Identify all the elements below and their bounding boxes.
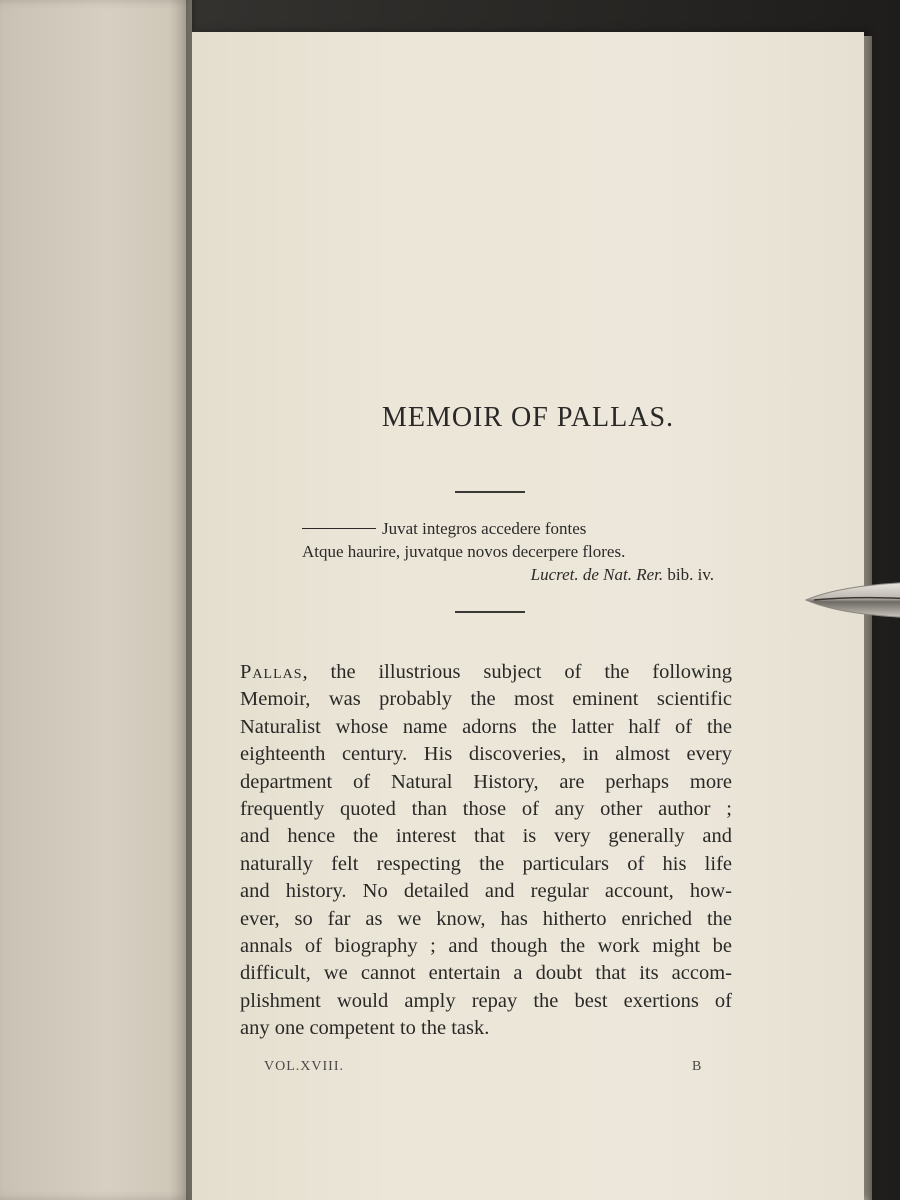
epigraph-rule-bottom <box>455 611 525 613</box>
paragraph-line-6: frequently quoted than those of any other author ; <box>240 797 732 820</box>
paragraph-line-9: and history. No detailed and regular account, how- <box>240 880 732 903</box>
epigraph-line-1 <box>302 519 586 539</box>
pencil-pointer-icon <box>804 578 900 622</box>
paragraph-line-7: and hence the interest that is very generally and <box>240 825 732 848</box>
title-rule-top <box>455 491 525 493</box>
paragraph-line-10: ever, so far as we know, has hitherto enriched the <box>240 907 732 930</box>
paragraph-line-11: annals of biography ; and though the work might be <box>240 934 732 957</box>
citation-book: bib. iv. <box>667 565 714 584</box>
signature-mark: B <box>692 1059 703 1074</box>
paragraph-line-13: plishment would amply repay the best exertions of <box>240 989 732 1012</box>
paragraph-line-2: Memoir, was probably the most eminent scientific <box>240 688 732 711</box>
body-paragraph <box>240 659 732 1042</box>
citation-work: Lucret. de Nat. Rer. <box>530 565 664 584</box>
paragraph-line-14: any one competent to the task. <box>240 1017 490 1040</box>
page-title: MEMOIR OF PALLAS. <box>381 402 675 433</box>
paragraph-line-1 <box>240 659 732 686</box>
epigraph-citation <box>531 565 714 585</box>
epigraph-line-2: Atque haurire, juvatque novos decerpere flores. <box>302 542 626 561</box>
epigraph-line-1-text: Juvat integros accedere fontes <box>382 519 587 538</box>
left-page <box>0 0 192 1200</box>
paragraph-line-3: Naturalist whose name adorns the latter half of the <box>240 715 732 738</box>
book-page <box>192 32 864 1200</box>
paragraph-line-12: difficult, we cannot entertain a doubt that its accom- <box>240 962 732 985</box>
volume-footer: VOL.XVIII. <box>264 1059 344 1074</box>
epigraph-dash <box>302 528 376 529</box>
paragraph-line-5: department of Natural History, are perhaps more <box>240 770 732 793</box>
paragraph-line-4: eighteenth century. His discoveries, in almost every <box>240 743 732 766</box>
lead-word: Pallas <box>240 661 303 683</box>
paragraph-line-8: naturally felt respecting the particulars of his life <box>240 852 732 875</box>
paragraph-line-1-text: , the illustrious subject of the following <box>302 661 732 683</box>
